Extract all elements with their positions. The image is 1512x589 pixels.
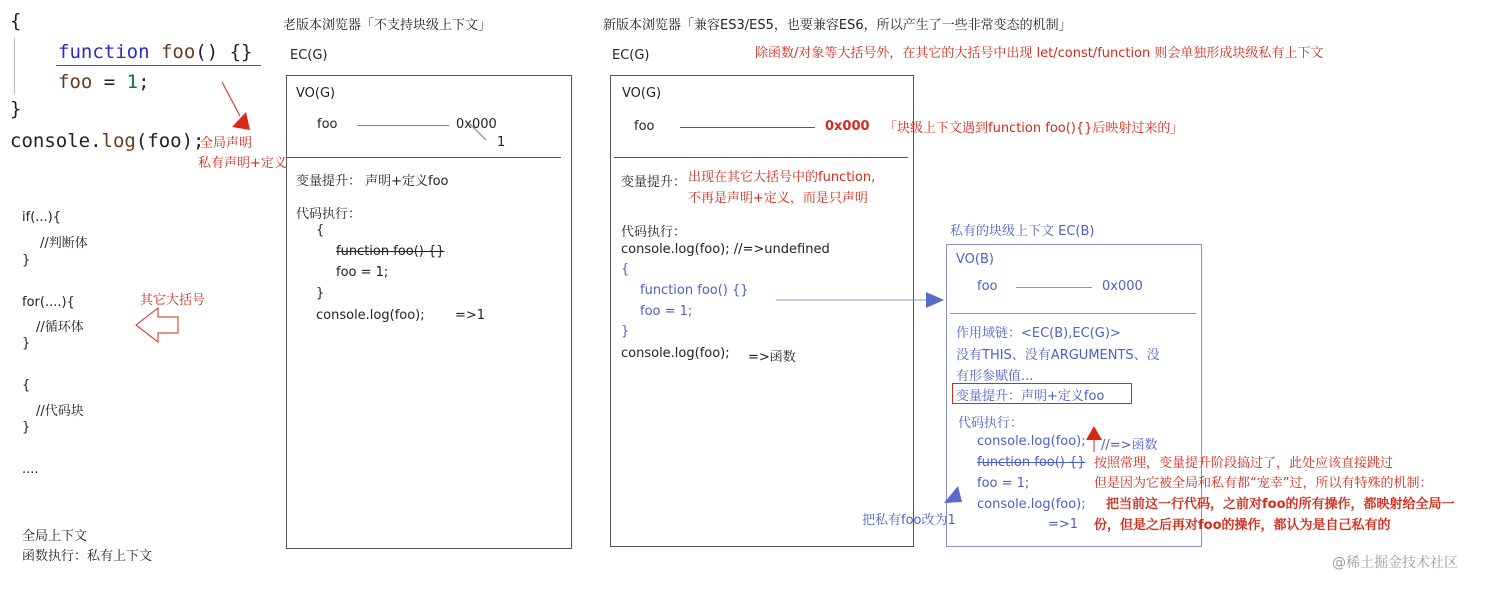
example-for-close: } [22,336,31,351]
example-if-close: } [22,253,31,268]
new-ec-label: EC(G) [612,48,650,63]
code-keyword-function: function [58,41,150,63]
new-browser-title: 新版本浏览器「兼容ES3/ES5，也要兼容ES6，所以产生了一些非常变态的机制」 [603,18,1072,33]
old-vo-label: VO(G) [296,86,336,101]
new-hoist-note-1: 出现在其它大括号中的function, [688,170,876,185]
block-var-addr: 0x000 [1102,279,1143,294]
old-var-addr: 0x000 [456,117,497,132]
old-var-new-value: 1 [497,135,506,150]
example-for-head: for(....){ [22,295,75,310]
red-annotation-arrow-line [222,82,240,116]
code-open-brace: { [10,10,22,32]
code-assign-op: = [92,71,127,93]
annotation-global-declare: 全局声明 [200,136,253,151]
block-log2-result: =>1 [1048,517,1079,532]
code-log-fn: log [101,130,136,152]
example-ellipsis: .... [22,462,39,477]
block-no-this-2: 有形参赋值... [956,369,1034,384]
block-log1-comment: //=>函数 [1101,438,1158,453]
new-log2: console.log(foo); [621,346,730,361]
new-var-addr: 0x000 [825,119,870,134]
new-log1: console.log(foo); //=>undefined [621,242,830,257]
code-assign-name: foo [58,71,93,93]
old-assign: foo = 1; [336,265,389,280]
new-rule-note: 除函数/对象等大括号外，在其它的大括号中出现 let/const/function 则会单独形成块级私有上下文 [755,46,1324,61]
new-log2-result: =>函数 [748,350,796,365]
block-assign: foo = 1; [977,476,1030,491]
old-var-foo: foo [317,117,338,132]
block-change-note: 把私有foo改为1 [862,513,956,528]
old-exec-label: 代码执行： [296,207,362,222]
block-vo-label: VO(B) [956,252,994,267]
function-exec-label: 函数执行：私有上下文 [22,549,153,564]
new-var-foo: foo [634,119,655,134]
code-close-brace: } [10,98,22,120]
new-assign: foo = 1; [640,304,693,319]
block-func-line: function foo() {} [977,455,1086,470]
hollow-left-arrow-icon [136,308,178,342]
new-exec-label: 代码执行： [621,225,687,240]
new-brace-open: { [621,262,630,277]
code-assign-semi: ; [138,71,150,93]
code-func-name: foo [160,41,196,63]
old-hoist: 变量提升： 声明+定义foo [296,174,449,189]
global-context-label: 全局上下文 [22,529,88,544]
block-context-title: 私有的块级上下文 EC(B) [950,224,1095,239]
example-block-body: //代码块 [36,404,84,419]
block-var-foo: foo [977,279,998,294]
block-log2: console.log(foo); [977,497,1086,512]
blue-change-arrow-icon [944,486,962,503]
red-annotation-arrowhead [232,112,250,130]
explain-line-3: 把当前这一行代码，之前对foo的所有操作，都映射给全局一 [1106,497,1455,512]
block-map-arrowhead [926,292,944,308]
old-browser-title: 老版本浏览器「不支持块级上下文」 [283,18,492,33]
old-ec-label: EC(G) [290,48,328,63]
code-log-obj: console [10,130,91,152]
example-block-close: } [22,420,31,435]
red-up-arrow-icon [1086,426,1102,440]
old-brace-open: { [316,223,325,238]
block-no-this-1: 没有THIS、没有ARGUMENTS、没 [956,348,1160,363]
explain-line-1: 按照常理，变量提升阶段搞过了，此处应该直接跳过 [1094,456,1394,471]
old-func-line: function foo() {} [336,244,445,259]
old-log-result: =>1 [455,308,486,323]
annotation-private-declare: 私有声明+定义 [198,156,287,171]
code-log-args: (foo); [135,130,205,152]
new-hoist: 变量提升： [621,175,687,190]
block-hoist: 变量提升：声明+定义foo [956,389,1105,404]
code-assign-num: 1 [126,71,139,93]
watermark: @稀土掘金技术社区 [1332,555,1458,571]
other-braces-label: 其它大括号 [140,293,206,308]
old-value-change-stroke [470,124,486,140]
block-log1: console.log(foo); [977,434,1086,449]
code-func-rest: () {} [195,41,253,63]
old-brace-close: } [316,286,325,301]
new-brace-close: } [621,324,630,339]
block-exec-label: 代码执行： [958,416,1024,431]
example-if-body: //判断体 [40,236,88,251]
new-mapped-note: 「块级上下文遇到function foo(){}后映射过来的」 [884,121,1184,136]
example-block-open: { [22,378,31,393]
new-vo-label: VO(G) [622,86,662,101]
new-hoist-note-2: 不再是声明+定义，而是只声明 [688,191,868,206]
explain-line-4: 份，但是之后再对foo的操作，都认为是自己私有的 [1094,518,1391,533]
code-log-dot: . [90,130,102,152]
example-if-head: if(...){ [22,210,61,225]
old-log-line: console.log(foo); [316,308,425,323]
example-for-body: //循环体 [36,320,84,335]
new-func-line: function foo() {} [640,283,749,298]
block-scope-chain: 作用域链：<EC(B),EC(G)> [956,326,1121,341]
explain-line-2: 但是因为它被全局和私有都“宠幸”过，所以有特殊的机制： [1094,476,1433,491]
